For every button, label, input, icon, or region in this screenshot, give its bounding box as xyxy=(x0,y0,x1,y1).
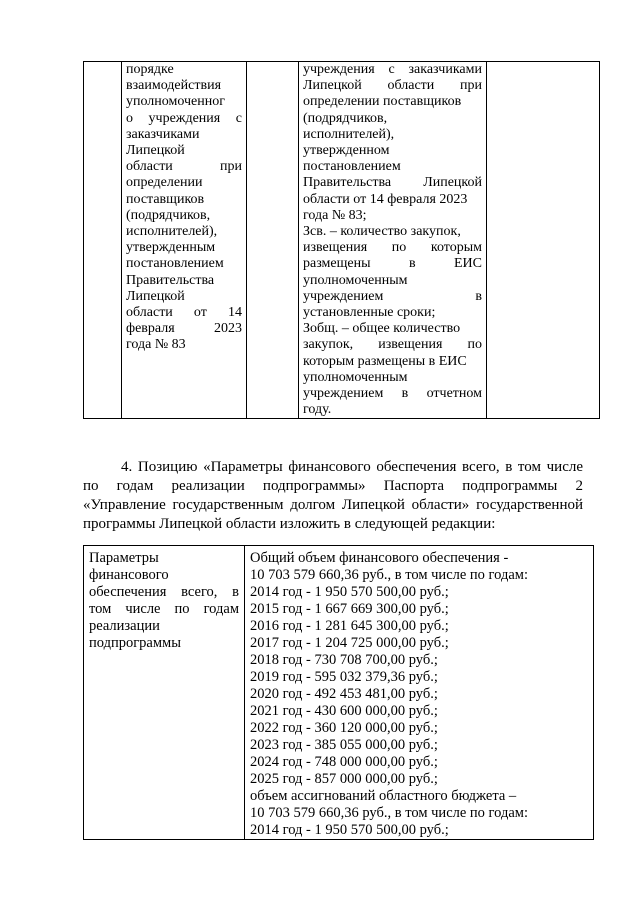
cell-line: области при xyxy=(126,159,242,175)
table-row xyxy=(84,62,600,419)
cell-line: 2024 год - 748 000 000,00 руб.; xyxy=(250,754,438,770)
paragraph-line: программы Липецкой области изложить в следующей редакции: xyxy=(83,516,496,532)
cell-line: объем ассигнований областного бюджета – xyxy=(250,788,517,804)
paragraph-line: «Управление государственным долгом Липецкой области» государственной xyxy=(83,497,583,513)
cell-line: взаимодействия xyxy=(126,78,222,94)
cell-line: установленные сроки; xyxy=(303,305,436,321)
cell-line: Липецкой xyxy=(126,143,185,159)
cell-line: Правительства Липецкой xyxy=(303,175,482,191)
cell-line: утвержденном xyxy=(303,143,390,159)
cell-line: Правительства xyxy=(126,272,215,288)
table-cell-value xyxy=(245,546,594,840)
cell-line: порядке xyxy=(126,62,174,77)
cell-line: Зобщ. – общее количество xyxy=(303,321,461,337)
cell-line: учреждения с заказчиками xyxy=(303,62,482,77)
cell-line: о учреждения с xyxy=(126,110,242,126)
table-cell-empty xyxy=(247,62,299,419)
cell-line: постановлением xyxy=(303,159,401,175)
cell-line: года № 83 xyxy=(126,337,186,353)
cell-line: учреждением в xyxy=(303,288,482,304)
cell-line: том числе по годам xyxy=(89,601,239,617)
cell-line: извещения по которым xyxy=(303,240,482,256)
continuation-table xyxy=(83,61,600,419)
cell-line: уполномоченным xyxy=(303,272,408,288)
cell-line: исполнителей), xyxy=(303,126,395,142)
cell-line: 2023 год - 385 055 000,00 руб.; xyxy=(250,737,438,753)
cell-line: закупок, извещения по xyxy=(303,337,482,353)
cell-line: утвержденным xyxy=(126,240,216,256)
table-cell-description xyxy=(122,62,247,419)
cell-line: 2018 год - 730 708 700,00 руб.; xyxy=(250,652,438,668)
table-cell-formula xyxy=(299,62,487,419)
cell-line: Общий объем финансового обеспечения - xyxy=(250,550,509,566)
cell-line: 2025 год - 857 000 000,00 руб.; xyxy=(250,771,438,787)
cell-line: определении поставщиков xyxy=(303,94,462,110)
cell-line: Липецкой xyxy=(126,288,185,304)
cell-line: года № 83; xyxy=(303,207,367,223)
cell-line: 2014 год - 1 950 570 500,00 руб.; xyxy=(250,584,449,600)
table-cell-parameter xyxy=(84,546,245,840)
cell-line: финансового xyxy=(89,567,169,583)
cell-line: 2020 год - 492 453 481,00 руб.; xyxy=(250,686,438,702)
cell-line: области от 14 xyxy=(126,305,242,321)
cell-line: году. xyxy=(303,402,332,418)
cell-line: которым размещены в ЕИС xyxy=(303,353,467,369)
cell-line: 2019 год - 595 032 379,36 руб.; xyxy=(250,669,438,685)
cell-line: определении xyxy=(126,175,203,191)
cell-line: 10 703 579 660,36 руб., в том числе по годам: xyxy=(250,567,528,583)
cell-line: обеспечения всего, в xyxy=(89,584,239,600)
cell-line: поставщиков xyxy=(126,191,205,207)
cell-line: 2016 год - 1 281 645 300,00 руб.; xyxy=(250,618,449,634)
cell-line: области от 14 февраля 2023 xyxy=(303,191,468,207)
cell-line: размещены в ЕИС xyxy=(303,256,482,272)
table-cell-number xyxy=(84,62,122,419)
financing-table xyxy=(83,545,594,840)
amendment-paragraph xyxy=(83,458,583,534)
cell-line: (подрядчиков, xyxy=(126,207,211,223)
paragraph-line: по годам реализации подпрограммы» Паспорта подпрограммы 2 xyxy=(83,478,583,494)
paragraph-line: 4. Позицию «Параметры финансового обеспечения всего, в том числе xyxy=(121,459,583,475)
cell-line: 2015 год - 1 667 669 300,00 руб.; xyxy=(250,601,449,617)
cell-line: подпрограммы xyxy=(89,635,181,651)
table-cell-empty xyxy=(487,62,600,419)
cell-line: реализации xyxy=(89,618,160,634)
cell-line: уполномоченног xyxy=(126,94,225,110)
cell-line: 2014 год - 1 950 570 500,00 руб.; xyxy=(250,822,449,838)
cell-line: Параметры xyxy=(89,550,159,566)
cell-line: 10 703 579 660,36 руб., в том числе по годам: xyxy=(250,805,528,821)
cell-line: февраля 2023 xyxy=(126,321,242,337)
cell-line: 2021 год - 430 600 000,00 руб.; xyxy=(250,703,438,719)
cell-line: постановлением xyxy=(126,256,224,272)
cell-line: 2017 год - 1 204 725 000,00 руб.; xyxy=(250,635,449,651)
cell-line: (подрядчиков, xyxy=(303,110,388,126)
cell-line: исполнителей), xyxy=(126,224,218,240)
cell-line: учреждением в отчетном xyxy=(303,386,482,402)
cell-line: Зсв. – количество закупок, xyxy=(303,224,461,240)
cell-line: Липецкой области при xyxy=(303,78,482,94)
cell-line: заказчиками xyxy=(126,126,200,142)
table-row xyxy=(84,546,594,840)
cell-line: 2022 год - 360 120 000,00 руб.; xyxy=(250,720,438,736)
cell-line: уполномоченным xyxy=(303,369,408,385)
